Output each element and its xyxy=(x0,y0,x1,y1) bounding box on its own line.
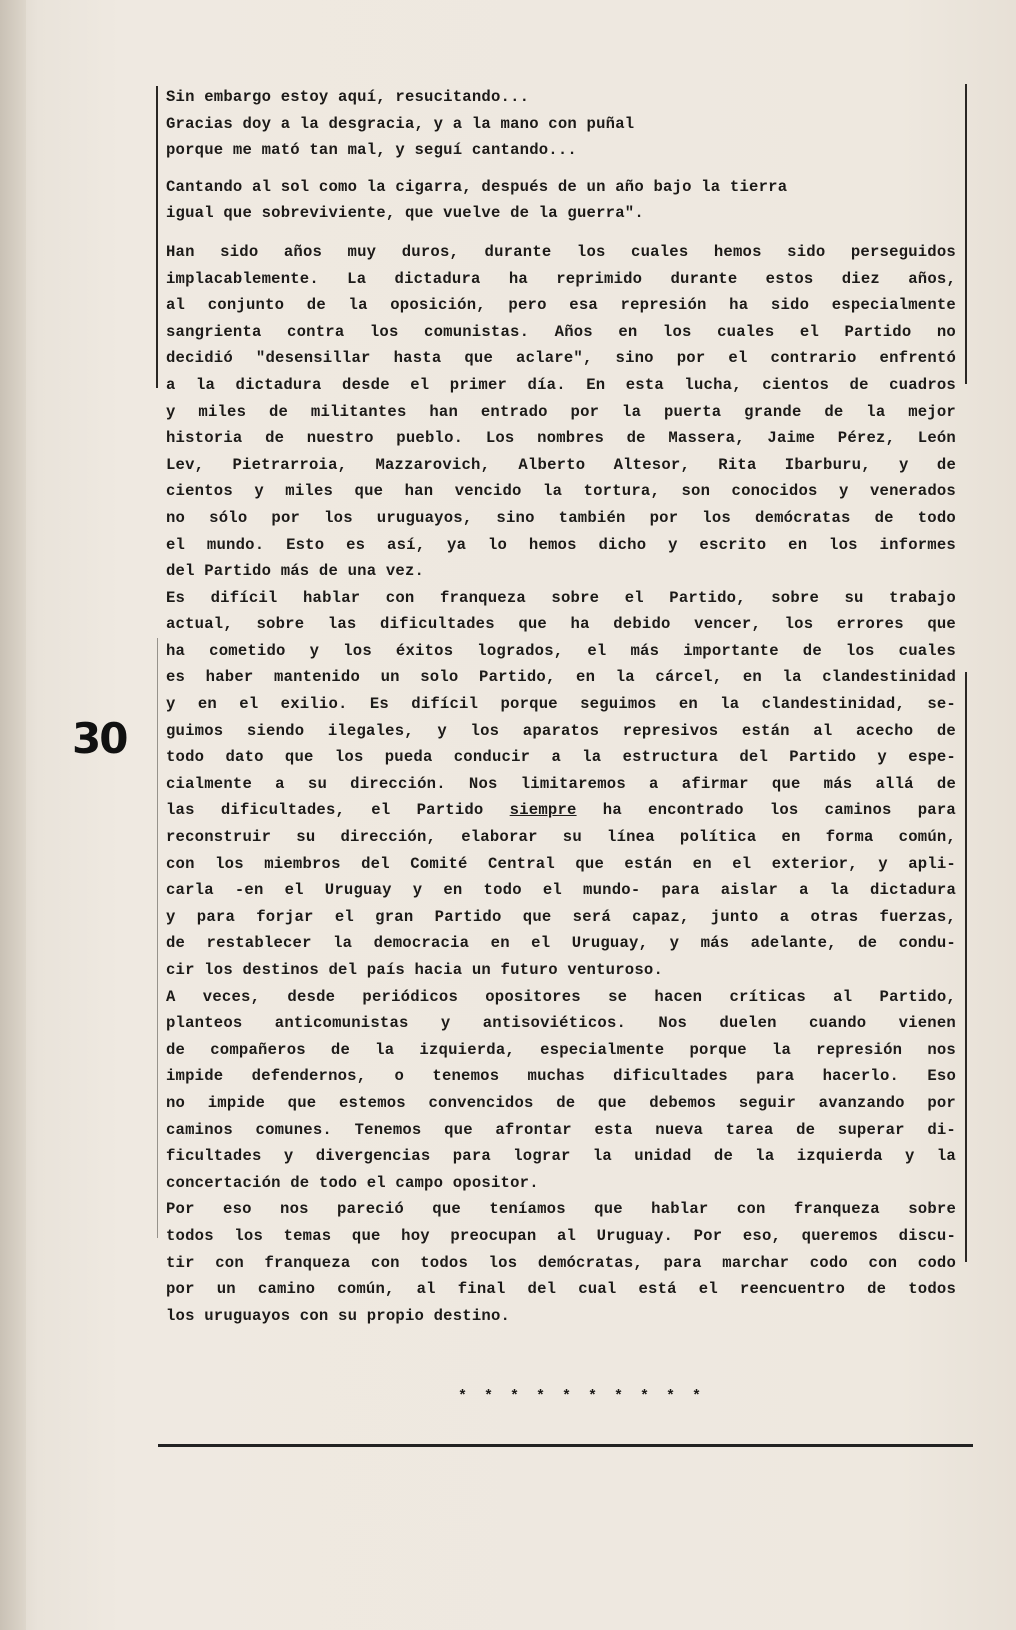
paragraph xyxy=(166,585,956,984)
margin-bar-right-middle xyxy=(965,672,967,1262)
text-line: no sólo por los uruguayos, sino también por los demócratas de todo xyxy=(166,508,956,527)
text-line: y miles de militantes han entrado por la puerta grande de la mejor xyxy=(166,402,956,421)
text-line: Por eso nos pareció que teníamos que hablar con franqueza sobre xyxy=(166,1200,956,1219)
margin-bar-left-top xyxy=(156,86,158,388)
text-line: impide defendernos, o tenemos muchas dificultades para hacerlo. Eso xyxy=(166,1067,956,1086)
text-line: por un camino común, al final del cual está el reencuentro de todos xyxy=(166,1280,956,1299)
text-line: Han sido años muy duros, durante los cuales hemos sido perseguidos xyxy=(166,242,956,261)
paragraph xyxy=(166,984,956,1197)
text-line: todos los temas que hoy preocupan al Uruguay. Por eso, queremos discu- xyxy=(166,1226,956,1245)
text-line: tir con franqueza con todos los demócratas, para marchar codo con codo xyxy=(166,1253,956,1272)
text-line: concertación de todo el campo opositor. xyxy=(166,1173,539,1192)
paragraphs xyxy=(166,239,956,1329)
text-line: caminos comunes. Tenemos que afrontar esta nueva tarea de superar di- xyxy=(166,1120,956,1139)
text-line: decidió "desensillar hasta que aclare", sino por el contrario enfrentó xyxy=(166,349,956,368)
paragraph xyxy=(166,239,956,585)
text-line: sangrienta contra los comunistas. Años en los cuales el Partido no xyxy=(166,322,956,341)
poem-line: porque me mató tan mal, y seguí cantando... xyxy=(166,141,577,160)
text-line: el mundo. Esto es así, ya lo hemos dicho y escrito en los informes xyxy=(166,535,956,554)
margin-bar-left-middle xyxy=(157,638,158,1238)
text-line: ficultades y divergencias para lograr la unidad de la izquierda y la xyxy=(166,1147,956,1166)
text-line: historia de nuestro pueblo. Los nombres de Massera, Jaime Pérez, León xyxy=(166,429,956,448)
text-line: de restablecer la democracia en el Uruguay, y más adelante, de condu- xyxy=(166,934,956,953)
bottom-rule xyxy=(158,1444,973,1447)
text-line: todo dato que los pueda conducir a la estructura del Partido y espe- xyxy=(166,748,956,767)
text-line: Es difícil hablar con franqueza sobre el Partido, sobre su trabajo xyxy=(166,588,956,607)
binding-edge xyxy=(0,0,26,1630)
text-line: y en el exilio. Es difícil porque seguimos en la clandestinidad, se- xyxy=(166,695,956,714)
text-line: no impide que estemos convencidos de que debemos seguir avanzando por xyxy=(166,1093,956,1112)
text-line: las dificultades, el Partido siempre ha encontrado los caminos para xyxy=(166,801,956,820)
body-text xyxy=(166,84,956,1329)
page-number: 30 xyxy=(72,714,127,763)
text-line: al conjunto de la oposición, pero esa represión ha sido especialmente xyxy=(166,296,956,315)
poem-line: igual que sobreviviente, que vuelve de la guerra". xyxy=(166,204,644,223)
text-line: cir los destinos del país hacia un futuro venturoso. xyxy=(166,961,664,979)
text-line: del Partido más de una vez. xyxy=(166,562,425,581)
margin-bar-right-top xyxy=(965,84,967,384)
text-line: y para forjar el gran Partido que será capaz, junto a otras fuerzas, xyxy=(166,907,956,926)
text-line: ha cometido y los éxitos logrados, el más importante de los cuales xyxy=(166,641,956,660)
section-separator: * * * * * * * * * * xyxy=(458,1388,706,1405)
text-line: guimos siendo ilegales, y los aparatos represivos están al acecho de xyxy=(166,721,956,740)
text-line: planteos anticomunistas y antisoviéticos. Nos duelen cuando vienen xyxy=(166,1014,956,1033)
text-line: los uruguayos con su propio destino. xyxy=(166,1306,511,1325)
text-line: es haber mantenido un solo Partido, en la cárcel, en la clandestinidad xyxy=(166,668,956,687)
text-line: cialmente a su dirección. Nos limitaremos a afirmar que más allá de xyxy=(166,774,956,793)
text-line: Lev, Pietrarroia, Mazzarovich, Alberto Altesor, Rita Ibarburu, y de xyxy=(166,455,956,474)
text-line: A veces, desde periódicos opositores se hacen críticas al Partido, xyxy=(166,987,956,1006)
text-line: cientos y miles que han vencido la tortura, son conocidos y venerados xyxy=(166,482,956,501)
text-line: reconstruir su dirección, elaborar su línea política en forma común, xyxy=(166,828,956,847)
text-line: carla -en el Uruguay y en todo el mundo- para aislar a la dictadura xyxy=(166,881,956,900)
paragraph xyxy=(166,1196,956,1329)
text-line: actual, sobre las dificultades que ha debido vencer, los errores que xyxy=(166,615,956,634)
poem-stanza xyxy=(166,84,956,227)
poem-line: Sin embargo estoy aquí, resucitando... xyxy=(166,88,530,106)
poem-line: Gracias doy a la desgracia, y a la mano con puñal xyxy=(166,114,635,133)
poem-line: Cantando al sol como la cigarra, después de un año bajo la tierra xyxy=(166,177,788,196)
text-line: de compañeros de la izquierda, especialmente porque la represión nos xyxy=(166,1040,956,1059)
text-line: a la dictadura desde el primer día. En esta lucha, cientos de cuadros xyxy=(166,375,956,394)
text-line: implacablemente. La dictadura ha reprimido durante estos diez años, xyxy=(166,269,956,288)
underlined-word: siempre xyxy=(509,801,577,820)
text-line: con los miembros del Comité Central que están en el exterior, y apli- xyxy=(166,854,956,873)
